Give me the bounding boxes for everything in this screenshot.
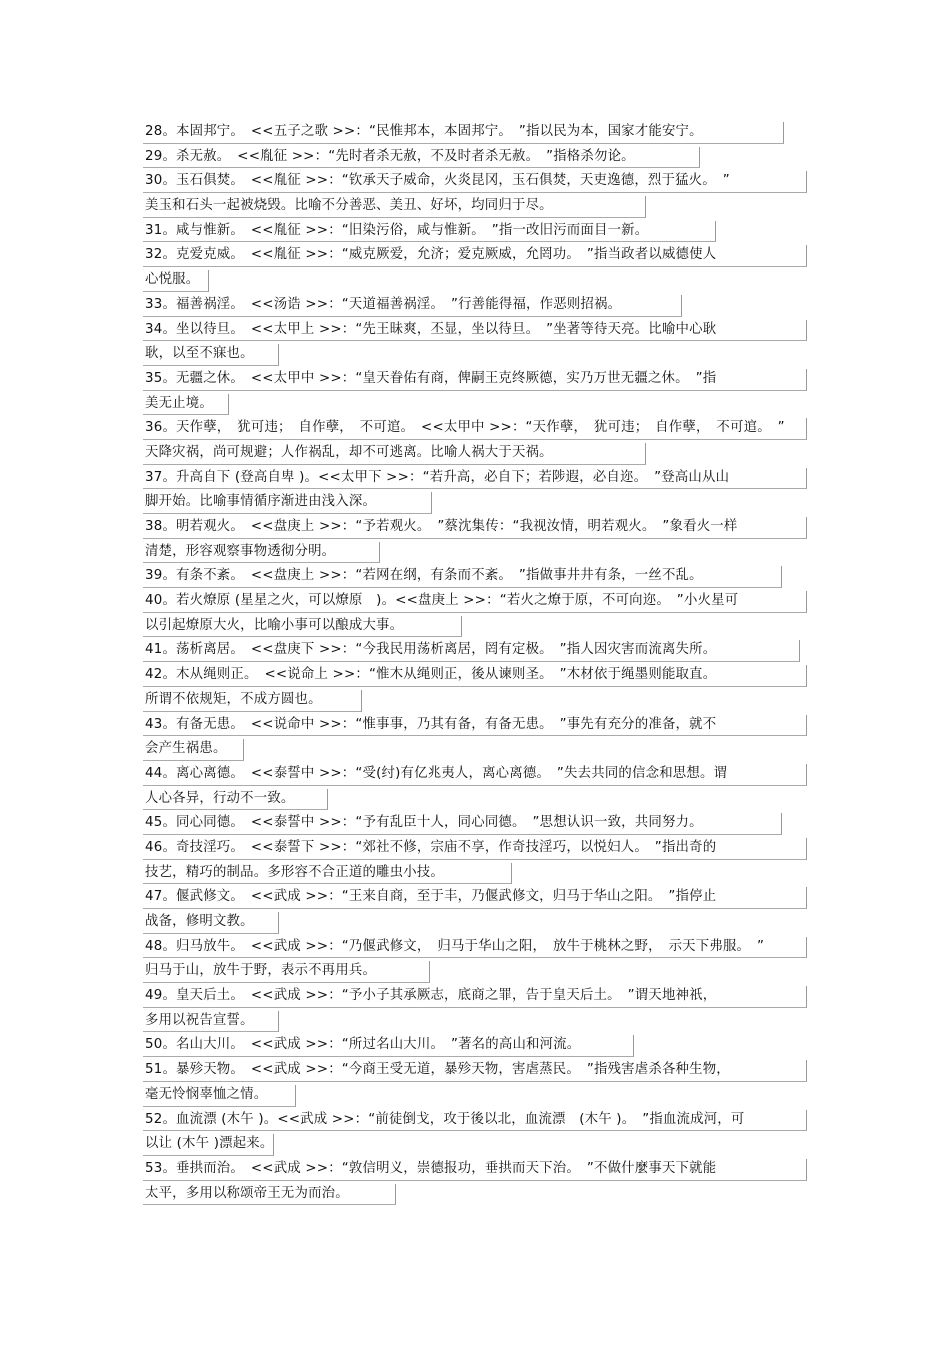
line-text: 所谓不依规矩，不成方圆也。: [145, 691, 322, 707]
idiom-entry: [143, 318, 808, 367]
entry-line: [143, 1157, 808, 1182]
entry-line: [143, 984, 808, 1009]
line-text: 51。暴殄天物。 <<武成 >>：“今商王受无道，暴殄天物，害虐蒸民。 ”指残害虐杀各种生物，: [145, 1062, 730, 1078]
line-text: 53。垂拱而治。 <<武成 >>：“敦信明义，崇德报功，垂拱而天下治。 ”不做什麼事天下就能: [145, 1160, 717, 1176]
entry-line: [143, 638, 808, 663]
entry-line: [143, 194, 808, 219]
entry-line: [143, 861, 808, 886]
entry-line: [143, 515, 808, 540]
line-text: 美玉和石头一起被烧毁。比喻不分善恶、美丑、好坏，均同归于尽。: [145, 198, 553, 214]
idiom-entry: [143, 1157, 808, 1206]
line-text: 44。离心离德。 <<泰誓中 >>：“受(纣)有亿兆夷人，离心离德。 ”失去共同的信念和思想。谓: [145, 765, 728, 781]
line-text: 36。天作孽， 犹可违； 自作孽， 不可逭。 <<太甲中 >>：“天作孽， 犹可违； 自作孽， 不可逭。 ”: [145, 420, 785, 436]
entry-line: [143, 120, 808, 145]
line-text: 美无止境。: [145, 395, 213, 411]
idiom-entry: [143, 885, 808, 934]
line-text: 清楚，形容观察事物透彻分明。: [145, 543, 336, 559]
idiom-entry: [143, 984, 808, 1033]
idiom-entry: [143, 466, 808, 515]
entry-line: [143, 935, 808, 960]
line-text: 49。皇天后土。 <<武成 >>：“予小子其承厥志，底商之罪，告于皇天后土。 ”谓天地神祇，: [145, 988, 717, 1004]
entry-line: [143, 589, 808, 614]
idiom-entry: [143, 836, 808, 885]
entry-line: [143, 293, 808, 318]
line-text: 以引起燎原大火，比喻小事可以酿成大事。: [145, 617, 404, 633]
line-text: 52。血流漂 (木午 )。<<武成 >>：“前徒倒戈，攻于後以北，血流漂 (木午 )。 ”指血流成河，可: [145, 1111, 745, 1127]
idiom-entry: [143, 564, 808, 589]
idiom-entry: [143, 1108, 808, 1157]
idiom-entry: [143, 515, 808, 564]
entry-line: [143, 1009, 808, 1034]
entry-line: [143, 1182, 808, 1207]
line-text: 47。偃武修文。 <<武成 >>：“王来自商，至于丰，乃偃武修文，归马于华山之阳。 ”指停止: [145, 889, 717, 905]
entry-line: [143, 219, 808, 244]
line-text: 以让 (木午 )漂起来。: [145, 1136, 274, 1152]
line-text: 心悦服。: [145, 272, 200, 288]
line-text: 50。名山大川。 <<武成 >>：“所过名山大川。 ”著名的高山和河流。: [145, 1037, 581, 1053]
line-text: 46。奇技淫巧。 <<泰誓下 >>：“郊社不修，宗庙不享，作奇技淫巧，以悦妇人。 ”指出奇的: [145, 839, 717, 855]
idiom-entry: [143, 713, 808, 762]
entry-line: [143, 713, 808, 738]
line-text: 41。荡析离居。 <<盘庚下 >>：“今我民用荡析离居，罔有定极。 ”指人因灾害而流离失所。: [145, 642, 717, 658]
entry-line: [143, 169, 808, 194]
idiom-entry: [143, 367, 808, 416]
entry-line: [143, 737, 808, 762]
line-text: 太平，多用以称颂帝王无为而治。: [145, 1185, 349, 1201]
line-text: 28。本固邦宁。 <<五子之歌 >>：“民惟邦本，本固邦宁。 ”指以民为本，国家才能安宁。: [145, 124, 703, 139]
line-text: 人心各异，行动不一致。: [145, 790, 295, 806]
line-text: 30。玉石俱焚。 <<胤征 >>：“钦承天子威命，火炎昆冈，玉石俱焚，天吏逸德，烈于猛火。 ”: [145, 173, 730, 189]
line-text: 42。木从绳则正。 <<说命上 >>：“惟木从绳则正，後从谏则圣。 ”木材依于绳墨则能取直。: [145, 667, 717, 683]
entry-line: [143, 367, 808, 392]
idiom-entry: [143, 1058, 808, 1107]
entry-line: [143, 268, 808, 293]
line-text: 35。无疆之休。 <<太甲中 >>：“皇天眷佑有商，俾嗣王克终厥德，实乃万世无疆之休。 ”指: [145, 370, 717, 386]
entry-line: [143, 1033, 808, 1058]
line-text: 38。明若观火。 <<盘庚上 >>：“予若观火。 ”蔡沈集传：“我视汝情，明若观火。 ”象看火一样: [145, 519, 738, 534]
idiom-entry: [143, 219, 808, 244]
line-text: 会产生祸患。: [145, 741, 227, 757]
idiom-entry: [143, 169, 808, 218]
entry-line: [143, 1132, 808, 1157]
idiom-entry: [143, 663, 808, 712]
entry-line: [143, 1108, 808, 1133]
entry-line: [143, 540, 808, 565]
line-text: 毫无怜悯辜恤之情。: [145, 1086, 268, 1102]
entry-line: [143, 959, 808, 984]
entry-line: [143, 416, 808, 441]
line-text: 31。咸与惟新。 <<胤征 >>：“旧染污俗，咸与惟新。 ”指一改旧污而面目一新。: [145, 222, 649, 238]
entry-line: [143, 885, 808, 910]
idiom-entry: [143, 243, 808, 292]
line-text: 43。有备无患。 <<说命中 >>：“惟事事，乃其有备，有备无患。 ”事先有充分的准备，就不: [145, 716, 717, 732]
idiom-entry: [143, 811, 808, 836]
entry-line: [143, 614, 808, 639]
entry-line: [143, 811, 808, 836]
entry-line: [143, 342, 808, 367]
entry-line: [143, 762, 808, 787]
entry-line: [143, 910, 808, 935]
line-text: 脚开始。比喻事情循序渐进由浅入深。: [145, 494, 377, 510]
line-text: 34。坐以待旦。 <<太甲上 >>：“先王昧爽，丕显，坐以待旦。 ”坐著等待天亮。比喻中心耿: [145, 321, 717, 337]
line-text: 耿，以至不寐也。: [145, 346, 254, 362]
idiom-entry: [143, 1033, 808, 1058]
idiom-entry: [143, 935, 808, 984]
entry-line: [143, 836, 808, 861]
idiom-entry: [143, 120, 808, 145]
entry-line: [143, 663, 808, 688]
entry-line: [143, 441, 808, 466]
idiom-entry: [143, 293, 808, 318]
idiom-entry: [143, 416, 808, 465]
line-text: 48。归马放牛。 <<武成 >>：“乃偃武修文， 归马于华山之阳， 放牛于桃林之野， 示天下弗服。 ”: [145, 938, 765, 954]
line-text: 40。若火燎原 (星星之火，可以燎原 )。<<盘庚上 >>：“若火之燎于原，不可向迩。 ”小火星可: [145, 593, 739, 609]
line-text: 45。同心同德。 <<泰誓中 >>：“予有乱臣十人，同心同德。 ”思想认识一致，共同努力。: [145, 815, 703, 831]
entry-line: [143, 145, 808, 170]
entry-line: [143, 688, 808, 713]
line-text: 39。有条不紊。 <<盘庚上 >>：“若网在纲，有条而不紊。 ”指做事井井有条，一丝不乱。: [145, 568, 703, 584]
line-text: 多用以祝告宣誓。: [145, 1012, 254, 1028]
line-text: 天降灾祸，尚可规避；人作祸乱，却不可逃离。比喻人祸大于天祸。: [145, 444, 553, 460]
line-text: 37。升高自下 (登高自卑 )。<<太甲下 >>：“若升高，必自下；若陟遐，必自迩。 ”登高山从山: [145, 469, 730, 485]
line-text: 技艺，精巧的制品。多形容不合正道的雕虫小技。: [145, 864, 444, 880]
line-text: 归马于山，放牛于野，表示不再用兵。: [145, 963, 377, 979]
idiom-entry: [143, 145, 808, 170]
idiom-entry: [143, 638, 808, 663]
line-text: 战备，修明文教。: [145, 914, 254, 929]
entry-line: [143, 787, 808, 812]
entry-line: [143, 1083, 808, 1108]
idiom-entry: [143, 762, 808, 811]
line-text: 33。福善祸淫。 <<汤诰 >>：“天道福善祸淫。 ”行善能得福，作恶则招祸。: [145, 296, 622, 312]
document-page: [143, 120, 808, 1206]
entry-line: [143, 392, 808, 417]
entry-line: [143, 243, 808, 268]
entry-line: [143, 466, 808, 491]
entry-line: [143, 318, 808, 343]
line-text: 29。杀无赦。 <<胤征 >>：“先时者杀无赦，不及时者杀无赦。 ”指格杀勿论。: [145, 148, 635, 164]
line-text: 32。克爱克威。 <<胤征 >>：“威克厥爱，允济；爱克厥威，允罔功。 ”指当政者以威德使人: [145, 247, 717, 263]
entry-line: [143, 490, 808, 515]
entry-line: [143, 1058, 808, 1083]
entry-line: [143, 564, 808, 589]
idiom-entry: [143, 589, 808, 638]
